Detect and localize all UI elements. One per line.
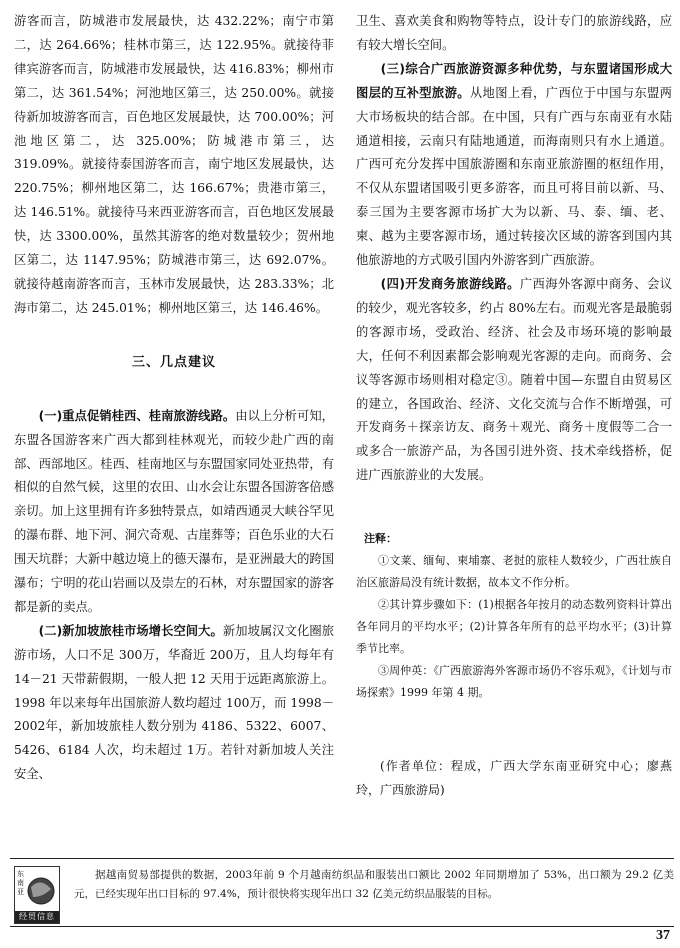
page-number: 37 xyxy=(656,928,670,943)
logo-label: 经贸信息 xyxy=(15,911,59,923)
note-item: ②其计算步骤如下：(1)根据各年按月的动态数列资料计算出各年同月的平均水平；(2)计算各年所有的总平均水平；(3)计算季节比率。 xyxy=(356,598,672,656)
suggestion-4 xyxy=(356,273,672,488)
notes-title: 注释： xyxy=(364,532,397,546)
suggestion-3-text: 从地图上看，广西位于中国与东盟两大市场板块的结合部。在中国，只有广西与东南亚有水陆通道相接，云南只有陆地通道，而海南则只有水上通道。广西可充分发挥中国旅游圈和东南亚旅游圈的枢纽作用，不仅从东盟诸国吸引更多游客，而且可将目前以新、马、泰三国为主要客源市场扩大为以新、马、泰、缅、老、柬、越为主要客源市场，通过转接次区域的游客到国内其他旅游地的方式吸引国内外游客到广西旅游。 xyxy=(356,85,672,268)
right-column xyxy=(356,10,672,802)
footer-news-box xyxy=(10,862,674,926)
footer-news-text: 据越南贸易部提供的数据，2003年前 9 个月越南纺织品和服装出口额比 2002 年同期增加了 53%，出口额为 29.2 亿美元，已经实现年出口目标的 97.4%，预计很快将实现年出口 32 亿美元纺织品服装的目标。 xyxy=(74,869,674,900)
suggestion-3-heading: (三)综合广西旅游资源多种优势，与东盟诸国形成大图层的互补型旅游。 xyxy=(356,61,672,100)
footer-divider xyxy=(10,858,674,859)
logo-side-text: 东南亚 xyxy=(17,870,24,896)
body-paragraph: 游客而言，防城港市发展最快，达 432.22%；南宁市第二，达 264.66%；桂林市第三，达 122.95%。就接待菲律宾游客而言，防城港市发展最快，达 416.83%；柳州市第二，达 361.54%；河池地区第三，达 250.00%。就接待新加坡游客而言，百色地区发展最快，达 700.00%；河池地区第二，达 325.00%；防城港市第三，达 319.09%。就接待泰国游客而言，南宁地区发展最快，达 220.75%；柳州地区第二，达 166.67%；贵港市第三，达 146.51%。就接待马来西亚游客而言，百色地区发展最快，达 3300.00%，虽然其游客的绝对数量较少；贺州地区第二，达 1147.95%；防城港市第三，达 692.07%。就接待越南游客而言，玉林市发展最快，达 283.33%；北海市第二，达 245.01%；柳州地区第三，达 146.46%。 xyxy=(14,14,334,315)
column-logo xyxy=(14,866,60,924)
note-item: ③周仲英：《广西旅游海外客源市场仍不容乐观》，《计划与市场探索》1999 年第 4 期。 xyxy=(356,664,672,700)
suggestion-2 xyxy=(14,620,334,787)
note-item: ①文莱、缅甸、柬埔寨、老挝的旅桂人数较少，广西壮族自治区旅游局没有统计数据，故本文不作分析。 xyxy=(356,554,672,590)
footer-bottom-divider xyxy=(10,926,674,927)
suggestion-2-text: 新加坡属汉文化圈旅游市场，人口不足 300万，华裔近 200万，且人均每年有 14－21 天带薪假期，一般人把 12 天用于远距离旅游上。1998 年以来每年出国旅游人数均超过 100万，而 1998－2002年，新加坡旅桂人数分别为 4186、5322、6007、5426、6184 人次，均未超过 1万。若针对新加坡人关注安全、 xyxy=(14,623,334,782)
left-column xyxy=(14,10,334,787)
continued-paragraph: 卫生、喜欢美食和购物等特点，设计专门的旅游线路，应有较大增长空间。 xyxy=(356,14,672,52)
suggestion-4-text: 广西海外客源中商务、会议的较少，观光客较多，约占 80%左右。而观光客是最脆弱的客源市场，受政治、经济、社会及市场环境的影响最大，任何不利因素都会影响观光客源的走向。而商务、会议等客源市场则相对稳定③。随着中国—东盟自由贸易区的建立，各国政治、经济、文化交流与合作不断增强，可开发商务＋探亲访友、商务＋观光、商务＋度假等二合一或多合一旅游产品，为各国引进外资、技术牵线搭桥，促进广西旅游业的大发展。 xyxy=(356,276,672,483)
suggestion-1-heading: (一)重点促销桂西、桂南旅游线路。 xyxy=(38,408,236,423)
notes-section xyxy=(356,528,672,704)
suggestion-1-text: 由以上分析可知，东盟各国游客来广西大都到桂林观光，而较少赴广西的南部、西部地区。桂西、桂南地区与东盟国家同处亚热带，有相似的自然气候，这里的农田、山水会让东盟各国游客倍感亲切。加上这里拥有许多独特景点，如靖西通灵大峡谷罕见的瀑布群、地下河、洞穴奇观、古崖葬等；百色乐业的大石围天坑群；大新中越边境上的德天瀑布，是亚洲最大的跨国瀑布；宁明的花山岩画以及崇左的石林，对东盟国家的游客都是新的卖点。 xyxy=(14,408,334,614)
author-affiliation: (作者单位：程成，广西大学东南亚研究中心；廖燕玲，广西旅游局) xyxy=(356,759,672,798)
section-heading: 三、几点建议 xyxy=(131,354,216,370)
suggestion-3 xyxy=(356,58,672,273)
suggestion-4-heading: (四)开发商务旅游线路。 xyxy=(380,276,520,291)
suggestion-2-heading: (二)新加坡旅桂市场增长空间大。 xyxy=(38,623,223,638)
suggestion-1 xyxy=(14,405,334,620)
